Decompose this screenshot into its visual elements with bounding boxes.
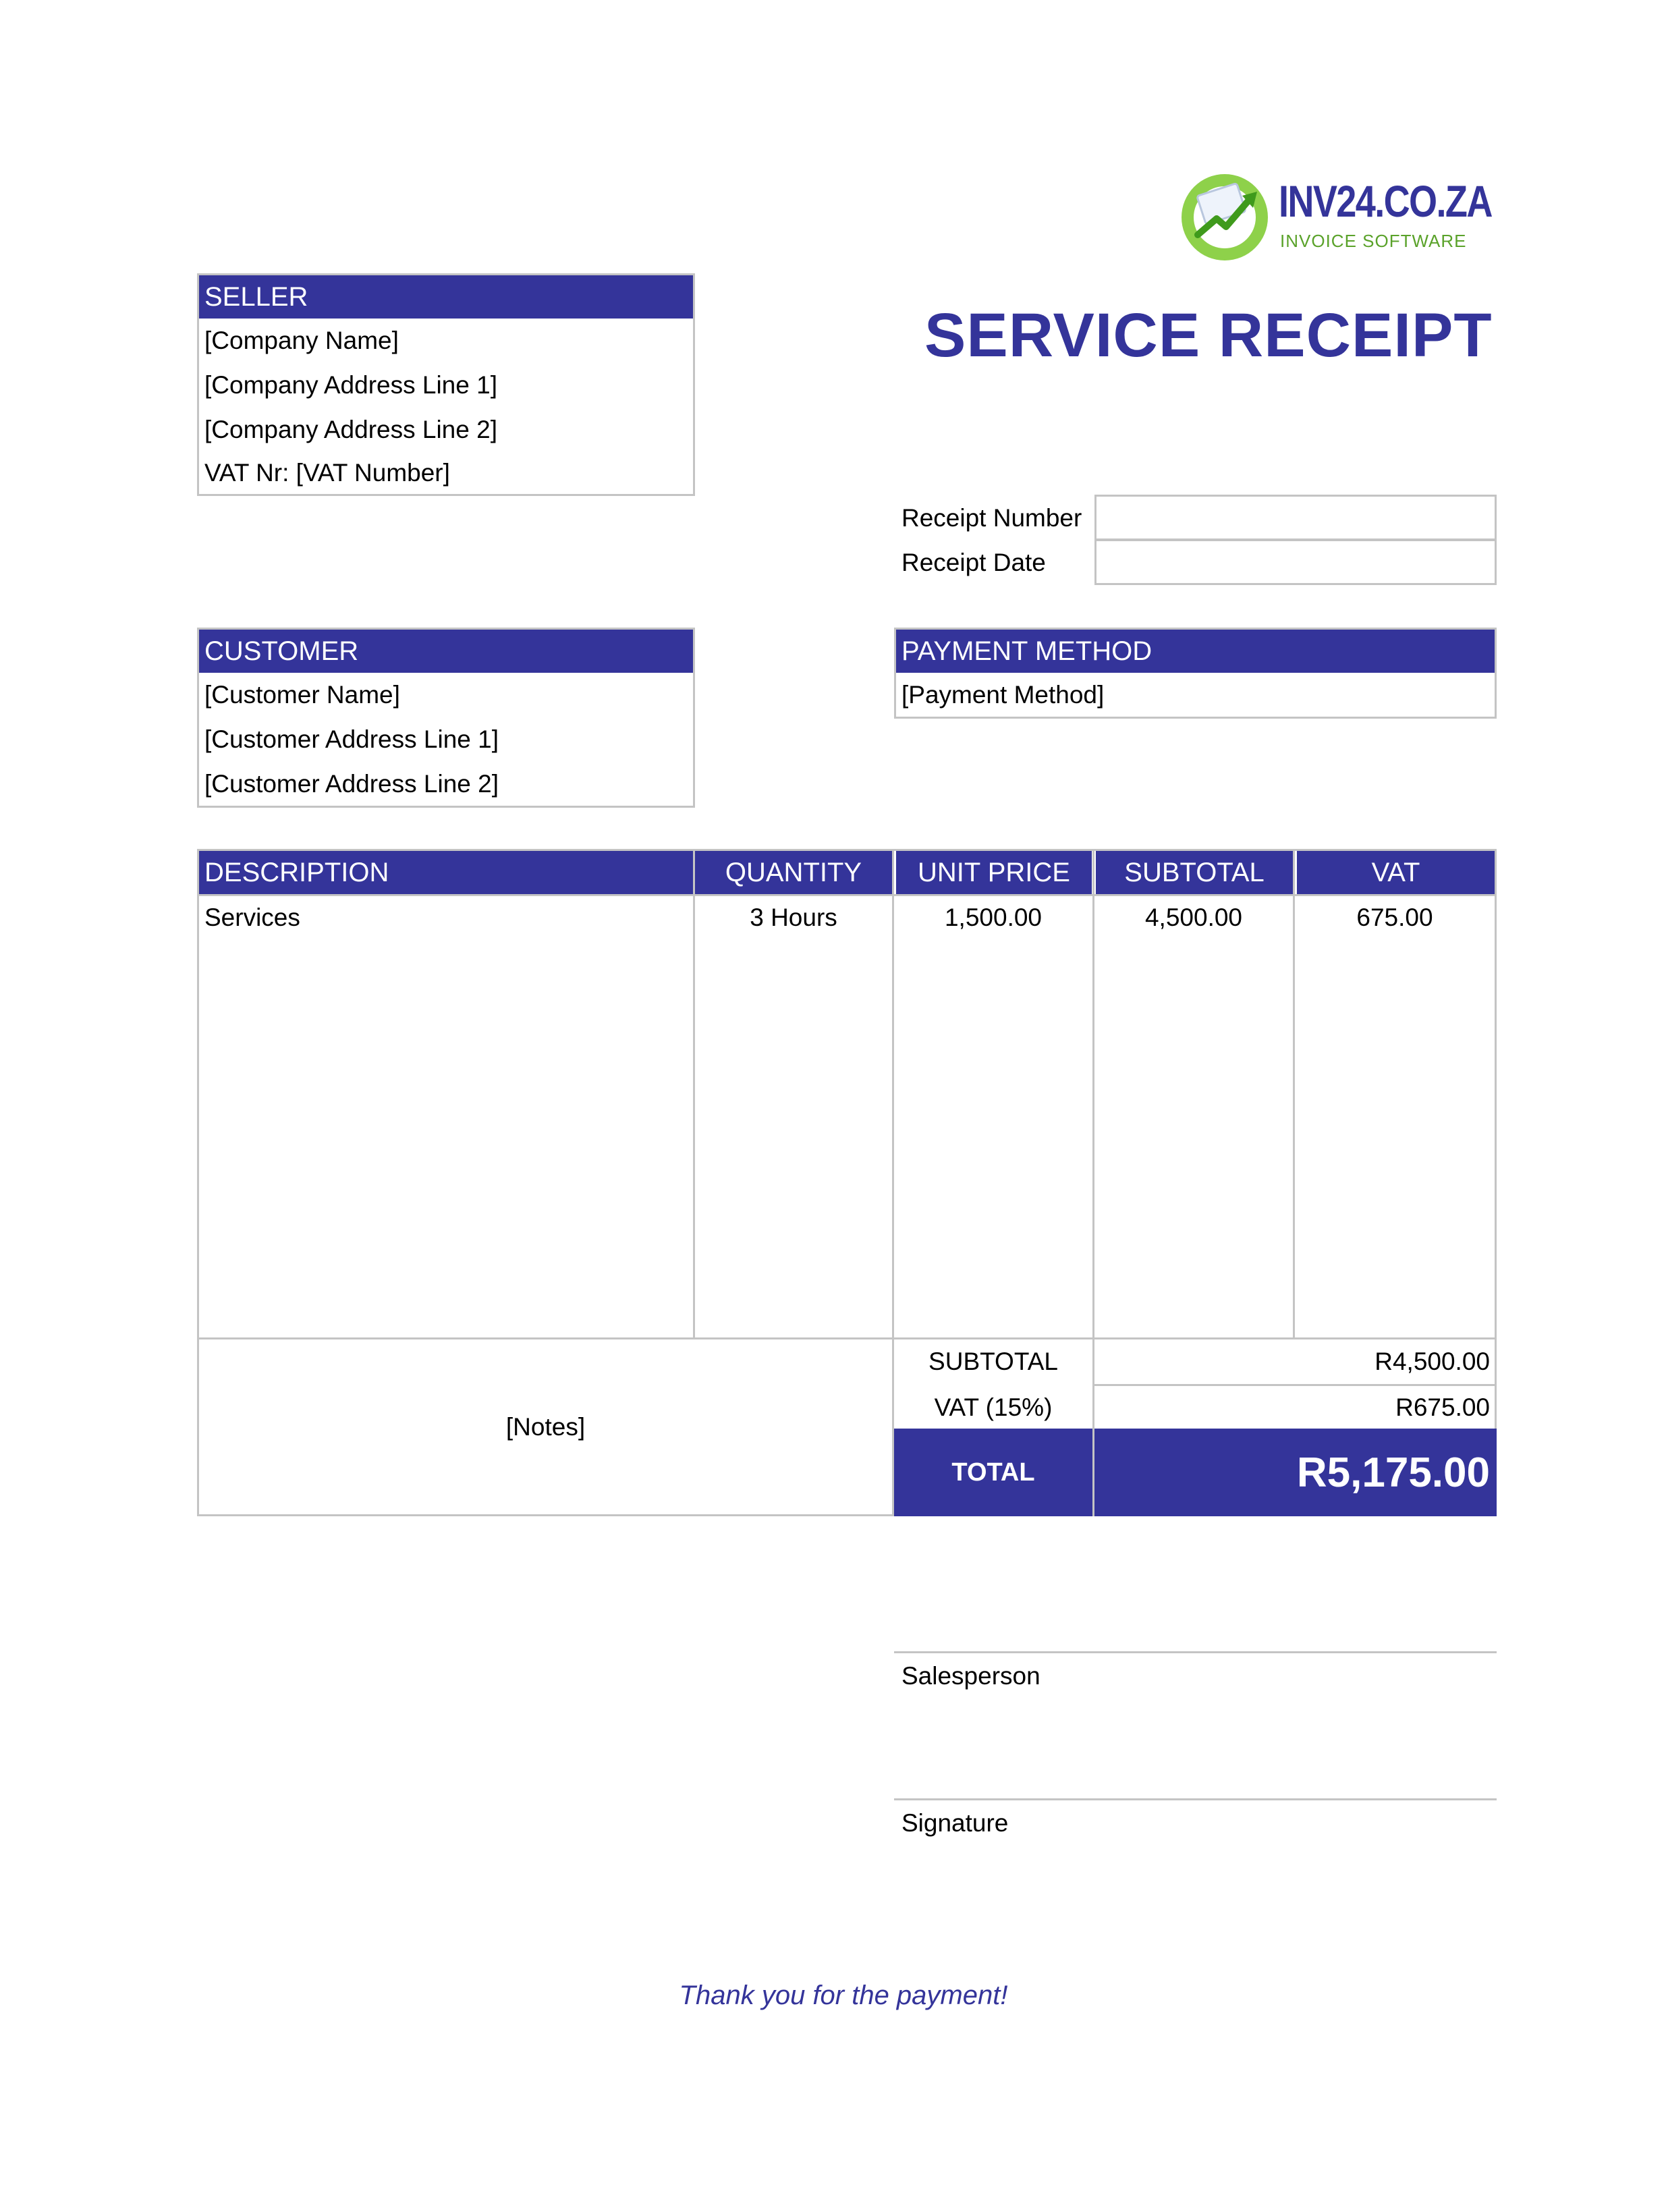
seller-line[interactable]: [Company Name] <box>204 327 399 354</box>
notes-field[interactable]: [Notes] <box>505 1412 586 1441</box>
logo-badge-icon <box>1177 169 1272 263</box>
receipt-date-field[interactable] <box>1094 539 1497 585</box>
header-divider <box>197 894 1497 896</box>
column-header-quantity: QUANTITY <box>695 851 892 894</box>
column-header-description: DESCRIPTION <box>199 851 693 894</box>
item-unit-price: 1,500.00 <box>944 904 1043 931</box>
total-value: R5,175.00 <box>1296 1449 1490 1496</box>
logo-tagline: INVOICE SOFTWARE <box>1280 231 1467 251</box>
thank-you-note: Thank you for the payment! <box>679 1981 1008 2010</box>
customer-line[interactable]: [Customer Name] <box>204 681 400 709</box>
seller-line[interactable]: VAT Nr: [VAT Number] <box>204 459 450 487</box>
vat-label: VAT (15%) <box>934 1393 1053 1421</box>
customer-line[interactable]: [Customer Address Line 2] <box>204 769 499 798</box>
receipt-number-label: Receipt Number <box>901 504 1082 532</box>
receipt-number-field[interactable] <box>1094 495 1497 541</box>
customer-header: CUSTOMER <box>199 630 693 673</box>
seller-header: SELLER <box>199 275 693 319</box>
customer-line[interactable]: [Customer Address Line 1] <box>204 725 499 753</box>
receipt-date-label: Receipt Date <box>901 549 1046 576</box>
payment-header: PAYMENT METHOD <box>896 630 1495 673</box>
item-description: Services <box>204 904 300 931</box>
salesperson-label: Salesperson <box>901 1662 1040 1690</box>
seller-line[interactable]: [Company Address Line 2] <box>204 416 497 443</box>
signature-line <box>894 1798 1497 1800</box>
column-header-unit-price: UNIT PRICE <box>896 851 1092 894</box>
vat-value: R675.00 <box>1395 1393 1490 1421</box>
item-subtotal: 4,500.00 <box>1144 904 1243 931</box>
column-header-subtotal: SUBTOTAL <box>1096 851 1293 894</box>
salesperson-line <box>894 1651 1497 1653</box>
payment-method-value[interactable]: [Payment Method] <box>901 680 1105 709</box>
seller-line[interactable]: [Company Address Line 1] <box>204 371 497 399</box>
logo-brand: INV24.CO.ZA <box>1279 176 1492 226</box>
subtotal-value: R4,500.00 <box>1375 1348 1490 1375</box>
column-header-vat: VAT <box>1297 851 1495 894</box>
item-quantity: 3 Hours <box>750 904 837 931</box>
total-label: TOTAL <box>951 1458 1035 1487</box>
logo <box>1177 169 1492 263</box>
signature-label: Signature <box>901 1809 1009 1837</box>
page-title: SERVICE RECEIPT <box>924 301 1493 370</box>
item-vat: 675.00 <box>1356 904 1433 931</box>
subtotal-label: SUBTOTAL <box>928 1348 1058 1375</box>
